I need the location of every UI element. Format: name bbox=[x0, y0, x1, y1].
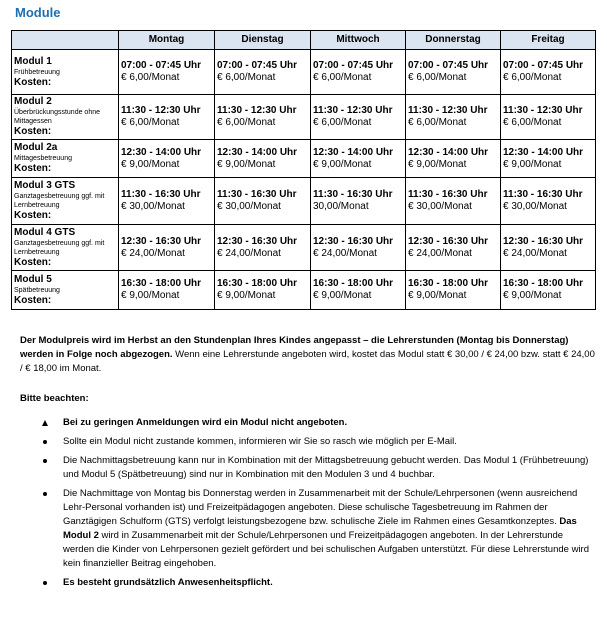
bullet-text: wird in Zusammenarbeit mit der Schule/Lehrpersonen und Freizeitpädagogen angeboten. In der Lehrerstunde werden die Kinder von Lehrpersonen gezielt gefördert und bei schulischen Aufgaben unterstützt. Für diese Lehrerstunde wird kein finanzieller Beitrag eingehoben. bbox=[63, 530, 589, 569]
module-cell bbox=[12, 271, 119, 310]
cost-label: Kosten: bbox=[14, 163, 52, 174]
module-description: Ganztagesbetreuung ggf. mit Lernbetreuung bbox=[14, 239, 105, 256]
module-description: Überbrückungsstunde ohne Mittagessen bbox=[14, 109, 101, 125]
table-row bbox=[12, 140, 596, 178]
day-header: Freitag bbox=[501, 31, 596, 50]
time-range: 16:30 - 18:00 Uhr bbox=[313, 278, 394, 289]
price: € 6,00/Monat bbox=[503, 72, 562, 83]
schedule-cell bbox=[501, 95, 596, 140]
price: € 6,00/Monat bbox=[503, 117, 562, 128]
time-range: 12:30 - 14:00 Uhr bbox=[121, 146, 202, 158]
module-description: Spätbetreuung bbox=[14, 286, 60, 294]
bullet-item bbox=[20, 435, 595, 449]
price: € 6,00/Monat bbox=[217, 72, 276, 83]
page-title: Module bbox=[15, 5, 61, 20]
price: € 9,00/Monat bbox=[121, 290, 180, 301]
module-cell bbox=[12, 140, 119, 178]
schedule-cell bbox=[215, 95, 311, 140]
price: € 9,00/Monat bbox=[217, 290, 276, 301]
schedule-cell bbox=[501, 50, 596, 95]
table-row bbox=[12, 50, 596, 95]
module-cell bbox=[12, 50, 119, 95]
cost-label: Kosten: bbox=[14, 76, 52, 88]
time-range: 11:30 - 16:30 Uhr bbox=[503, 189, 583, 200]
time-range: 11:30 - 12:30 Uhr bbox=[313, 105, 393, 116]
bullet-text-bold: Das Modul 2 bbox=[63, 516, 577, 541]
schedule-cell bbox=[215, 50, 311, 95]
schedule-cell bbox=[119, 225, 215, 271]
time-range: 11:30 - 16:30 Uhr bbox=[313, 189, 393, 200]
bullet-dot-icon bbox=[43, 459, 47, 463]
price: € 9,00/Monat bbox=[121, 158, 180, 170]
bullet-dot-icon bbox=[43, 440, 47, 444]
module-table bbox=[11, 30, 596, 310]
price: € 6,00/Monat bbox=[217, 117, 276, 128]
schedule-cell bbox=[406, 271, 501, 310]
schedule-cell bbox=[406, 95, 501, 140]
bullet-item bbox=[20, 576, 595, 590]
schedule-cell bbox=[215, 178, 311, 225]
module-description: Mittagesbetreuung bbox=[14, 155, 72, 162]
cost-label: Kosten: bbox=[14, 210, 52, 221]
schedule-cell bbox=[406, 178, 501, 225]
module-title: Modul 3 GTS bbox=[14, 180, 76, 191]
schedule-cell bbox=[406, 140, 501, 178]
price: € 24,00/Monat bbox=[121, 247, 185, 259]
module-title: Modul 5 bbox=[14, 273, 52, 285]
intro-rest: Wenn eine Lehrerstunde angeboten wird, kostet das Modul statt € 30,00 / € 24,00 bzw. statt € 24,00 / € 18,00 im Monat. bbox=[20, 349, 595, 374]
time-range: 12:30 - 14:00 Uhr bbox=[313, 146, 394, 158]
bullet-item bbox=[20, 454, 595, 482]
schedule-cell bbox=[119, 140, 215, 178]
schedule-cell bbox=[501, 140, 596, 178]
price: € 24,00/Monat bbox=[408, 247, 472, 259]
table-row bbox=[12, 271, 596, 310]
time-range: 12:30 - 16:30 Uhr bbox=[503, 235, 584, 247]
price: € 30,00/Monat bbox=[408, 201, 472, 212]
price: € 30,00/Monat bbox=[217, 201, 281, 212]
module-description: Ganztagesbetreuung ggf. mit Lernbetreuung bbox=[14, 193, 105, 209]
time-range: 07:00 - 07:45 Uhr bbox=[217, 60, 298, 71]
day-header: Donnerstag bbox=[406, 31, 501, 50]
bullet-item bbox=[20, 487, 595, 571]
attention-heading: Bitte beachten: bbox=[20, 393, 89, 404]
schedule-cell bbox=[311, 225, 406, 271]
table-header-row bbox=[12, 31, 596, 50]
triangle-bullet-icon bbox=[42, 420, 48, 426]
schedule-cell bbox=[406, 225, 501, 271]
schedule-cell bbox=[311, 95, 406, 140]
price: € 9,00/Monat bbox=[408, 158, 467, 170]
bullet-item bbox=[20, 416, 595, 430]
price: € 9,00/Monat bbox=[313, 158, 372, 170]
price: € 24,00/Monat bbox=[313, 247, 377, 259]
cost-label: Kosten: bbox=[14, 126, 52, 137]
time-range: 07:00 - 07:45 Uhr bbox=[313, 60, 394, 71]
module-title: Modul 2 bbox=[14, 96, 52, 107]
price: € 24,00/Monat bbox=[503, 247, 567, 259]
module-title: Modul 2a bbox=[14, 142, 58, 153]
module-title: Modul 1 bbox=[14, 55, 52, 67]
time-range: 11:30 - 12:30 Uhr bbox=[217, 105, 297, 116]
schedule-cell bbox=[311, 50, 406, 95]
schedule-cell bbox=[119, 271, 215, 310]
price: € 9,00/Monat bbox=[408, 290, 467, 301]
schedule-cell bbox=[119, 50, 215, 95]
schedule-cell bbox=[215, 271, 311, 310]
time-range: 12:30 - 16:30 Uhr bbox=[408, 235, 489, 247]
price: € 24,00/Monat bbox=[217, 247, 281, 259]
table-row bbox=[12, 95, 596, 140]
schedule-cell bbox=[119, 178, 215, 225]
schedule-cell bbox=[215, 140, 311, 178]
time-range: 16:30 - 18:00 Uhr bbox=[121, 278, 202, 289]
module-cell bbox=[12, 178, 119, 225]
bullet-list bbox=[20, 416, 595, 590]
time-range: 07:00 - 07:45 Uhr bbox=[408, 60, 489, 71]
schedule-cell bbox=[501, 225, 596, 271]
time-range: 12:30 - 14:00 Uhr bbox=[217, 146, 298, 158]
price: € 9,00/Monat bbox=[503, 158, 562, 170]
schedule-cell bbox=[501, 271, 596, 310]
price: € 6,00/Monat bbox=[121, 72, 180, 83]
time-range: 16:30 - 18:00 Uhr bbox=[217, 278, 298, 289]
bullet-text: Sollte ein Modul nicht zustande kommen, informieren wir Sie so rasch wie möglich per E-Mail. bbox=[63, 436, 457, 447]
day-header: Dienstag bbox=[215, 31, 311, 50]
day-header: Montag bbox=[119, 31, 215, 50]
time-range: 07:00 - 07:45 Uhr bbox=[121, 60, 202, 71]
bullet-text: Bei zu geringen Anmeldungen wird ein Modul nicht angeboten. bbox=[63, 417, 348, 428]
day-header: Mittwoch bbox=[311, 31, 406, 50]
time-range: 11:30 - 12:30 Uhr bbox=[121, 105, 201, 116]
time-range: 12:30 - 16:30 Uhr bbox=[121, 235, 202, 247]
cost-label: Kosten: bbox=[14, 256, 52, 268]
price: € 30,00/Monat bbox=[121, 201, 185, 212]
time-range: 11:30 - 12:30 Uhr bbox=[408, 105, 488, 116]
module-cell bbox=[12, 225, 119, 271]
module-description: Frühbetreuung bbox=[14, 68, 60, 76]
bullet-text: Die Nachmittagsbetreuung kann nur in Kombination mit der Mittagsbetreuung gebucht werden. Das Modul 1 (Frühbetreuung) und Modul 5 (Spätbetreuung) sind nur in Kombination mit den Modulen 3 und 4 buchbar. bbox=[63, 455, 589, 480]
price: € 6,00/Monat bbox=[408, 117, 467, 128]
time-range: 07:00 - 07:45 Uhr bbox=[503, 60, 584, 71]
table-row bbox=[12, 178, 596, 225]
intro-bold: Der Modulpreis wird im Herbst an den Stundenplan Ihres Kindes angepasst – die Lehrerstunden (Montag bis Donnerstag) werden in Folge noch abgezogen. bbox=[20, 335, 569, 360]
schedule-cell bbox=[406, 50, 501, 95]
bullet-dot-icon bbox=[43, 492, 47, 496]
time-range: 16:30 - 18:00 Uhr bbox=[503, 278, 584, 289]
bullet-text: Die Nachmittage von Montag bis Donnerstag werden in Zusammenarbeit mit der Schule/Lehrpersonen (wenn ausreichend Lehr-Personal vorhanden ist) und Freizeitpädagogen angeboten. Diese schulische Tagesbetreuung im Rahmen der Ganztägigen Schulform (GTS) verfolgt leistungsbezogene bzw. schulische Ziele im Rahmen eines Gesamtkonzeptes. bbox=[63, 488, 578, 527]
price: 30,00/Monat bbox=[313, 201, 369, 212]
bullet-text: Es besteht grundsätzlich Anwesenheitspflicht. bbox=[63, 577, 273, 588]
time-range: 11:30 - 16:30 Uhr bbox=[408, 189, 488, 200]
price: € 30,00/Monat bbox=[503, 201, 567, 212]
module-cell bbox=[12, 95, 119, 140]
table-row bbox=[12, 225, 596, 271]
time-range: 16:30 - 18:00 Uhr bbox=[408, 278, 489, 289]
time-range: 12:30 - 14:00 Uhr bbox=[408, 146, 489, 158]
time-range: 11:30 - 16:30 Uhr bbox=[217, 189, 297, 200]
price: € 6,00/Monat bbox=[121, 117, 180, 128]
time-range: 12:30 - 16:30 Uhr bbox=[313, 235, 394, 247]
time-range: 11:30 - 16:30 Uhr bbox=[121, 189, 201, 200]
price: € 9,00/Monat bbox=[217, 158, 276, 170]
schedule-cell bbox=[215, 225, 311, 271]
time-range: 12:30 - 14:00 Uhr bbox=[503, 146, 584, 158]
schedule-cell bbox=[311, 271, 406, 310]
header-corner-cell bbox=[12, 31, 119, 50]
schedule-cell bbox=[311, 140, 406, 178]
price: € 6,00/Monat bbox=[313, 72, 372, 83]
price: € 6,00/Monat bbox=[313, 117, 372, 128]
module-title: Modul 4 GTS bbox=[14, 226, 76, 238]
notes-section bbox=[20, 334, 595, 595]
schedule-cell bbox=[119, 95, 215, 140]
cost-label: Kosten: bbox=[14, 294, 52, 306]
bullet-dot-icon bbox=[43, 581, 47, 585]
schedule-cell bbox=[501, 178, 596, 225]
price: € 6,00/Monat bbox=[408, 72, 467, 83]
time-range: 11:30 - 12:30 Uhr bbox=[503, 105, 583, 116]
price: € 9,00/Monat bbox=[313, 290, 372, 301]
intro-paragraph bbox=[20, 334, 595, 376]
time-range: 12:30 - 16:30 Uhr bbox=[217, 235, 298, 247]
price: € 9,00/Monat bbox=[503, 290, 562, 301]
schedule-cell bbox=[311, 178, 406, 225]
